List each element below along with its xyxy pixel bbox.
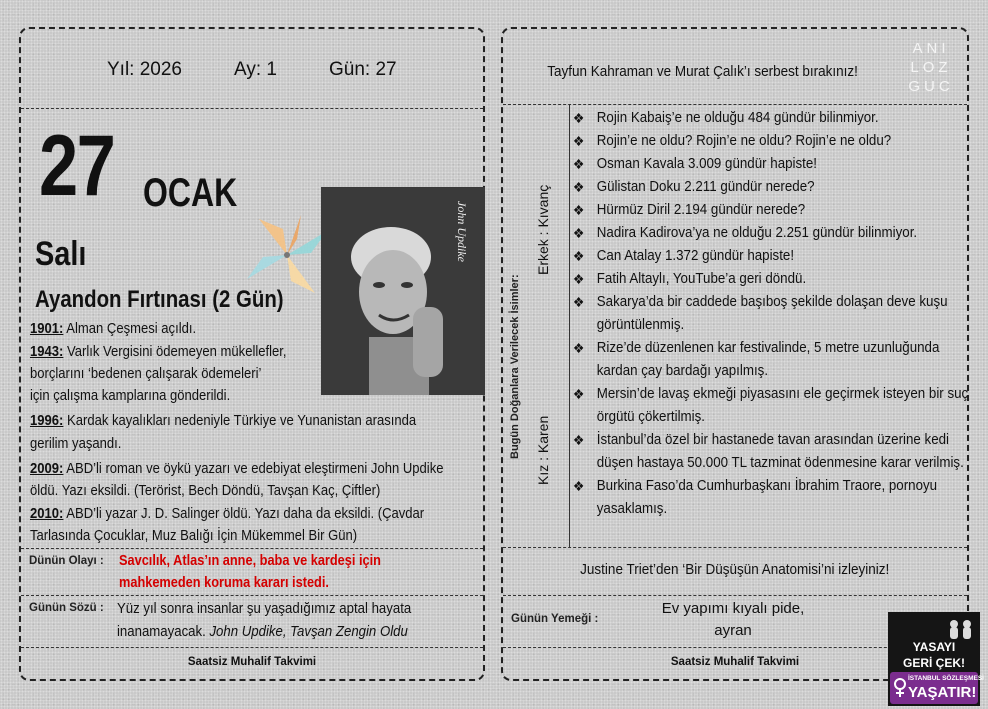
history-text: için çalışma kamplarına gönderildi. (30, 388, 231, 404)
year-label: Yıl: 2026 (107, 59, 182, 80)
quote-text: Yüz yıl sonra insanlar şu yaşadığımız aptal hayata (117, 600, 412, 617)
list-item: ❖ Hürmüz Diril 2.194 gündür nerede? (571, 199, 983, 222)
history-entry (30, 504, 424, 524)
author-photo (321, 187, 485, 395)
history-text: Tarlasında Çocuklar, Muz Balığı İçin Mükemmel Bir Gün) (30, 528, 358, 544)
event-text: mahkemeden koruma kararı istedi. (119, 575, 329, 591)
list-item: ❖ Can Atalay 1.372 gündür hapiste! (571, 245, 983, 268)
event-text: Savcılık, Atlas’ın anne, baba ve kardeşi için (119, 553, 381, 569)
quote-text: inanamayacak. John Updike, Tavşan Zengin Oldu (117, 623, 408, 640)
right-calendar-page (501, 27, 969, 681)
history-text: Alman Çeşmesi açıldı. (66, 321, 197, 337)
divider (503, 595, 967, 596)
weekday: Salı (35, 235, 87, 273)
logo-line: LOZ (910, 59, 952, 76)
day-label: Gün: 27 (329, 59, 397, 80)
history-entry (30, 342, 287, 362)
divider (21, 548, 483, 549)
history-year: 1996: (30, 413, 64, 429)
history-year: 2009: (30, 461, 64, 477)
list-item: ❖ Rojin Kabaiş’e ne olduğu 484 gündür bilinmiyor. (571, 107, 983, 130)
history-year: 1901: (30, 321, 64, 337)
footer-title: Saatsiz Muhalif Takvimi (187, 656, 317, 668)
quote-label: Günün Sözü : (29, 602, 104, 614)
movie-recommendation: Justine Triet’den ‘Bir Düşüşün Anatomisi’ni izleyiniz! (580, 561, 890, 578)
female-symbol-icon (893, 678, 907, 698)
list-item: ❖ Gülistan Doku 2.211 gündür nerede? (571, 176, 983, 199)
divider (503, 104, 967, 105)
left-calendar-page (19, 27, 485, 681)
divider (21, 647, 483, 648)
list-item: ❖ Burkina Faso’da Cumhurbaşkanı İbrahim Traore, pornoyu yasaklamış. (571, 475, 983, 521)
divider (21, 595, 483, 596)
list-item: ❖ Fatih Altaylı, YouTube’a geri döndü. (571, 268, 983, 291)
logo-line: ANI (912, 40, 950, 57)
list-item: ❖ İstanbul’da özel bir hastanede tavan arasından üzerine kedi düşen hastaya 50.000 TL tazminat ödenmesine karar verilmiş. (571, 429, 983, 475)
badge-line: YAŞATIR! (908, 684, 977, 701)
badge-line: YASAYI (912, 640, 956, 654)
food-line: ayran (714, 622, 752, 639)
list-item: ❖ Nadira Kadirova’ya ne olduğu 2.251 gündür bilinmiyor. (571, 222, 983, 245)
big-month-name: OCAK (143, 171, 238, 215)
male-name: Erkek : Kıvanç (535, 184, 551, 275)
quote-source: John Updike, Tavşan Zengin Oldu (209, 623, 408, 640)
history-year: 1943: (30, 344, 64, 360)
footer-title: Saatsiz Muhalif Takvimi (670, 656, 800, 668)
history-text: gerilim yaşandı. (30, 436, 122, 452)
history-entry (30, 319, 196, 339)
history-entry (30, 459, 443, 479)
photo-caption: John Updike (455, 201, 469, 262)
history-text: öldü. Yazı eksildi. (Terörist, Bech Döndü, Tavşan Kaç, Çiftler) (30, 483, 381, 499)
list-item: ❖ Osman Kavala 3.009 gündür hapiste! (571, 153, 983, 176)
cats-icon (946, 616, 976, 640)
food-line: Ev yapımı kıyalı pide, (661, 600, 805, 617)
event-label: Dünün Olayı : (29, 555, 104, 567)
names-column-divider (569, 104, 570, 547)
divider (21, 108, 483, 109)
list-item: ❖ Rize’de düzenlenen kar festivalinde, 5 metre uzunluğunda kardan çay bardağı yapılmış. (571, 337, 983, 383)
history-text: Varlık Vergisini ödemeyen mükellefler, (67, 344, 287, 360)
history-text: borçlarını ‘bedenen çalışarak ödemeleri’ (30, 366, 262, 382)
storm-name: Ayandon Fırtınası (2 Gün) (35, 286, 284, 313)
food-label: Günün Yemeği : (511, 613, 599, 625)
history-text: ABD’li yazar J. D. Salinger öldü. Yazı daha da eksildi. (Çavdar (66, 506, 425, 522)
badge-bottom (890, 672, 984, 704)
header-message: Tayfun Kahraman ve Murat Çalık’ı serbest bırakınız! (547, 63, 859, 80)
names-label: Bugün Doğanlara Verilecek İsimler: (509, 274, 521, 459)
news-list (571, 107, 969, 521)
history-entry (30, 411, 416, 431)
badge-line: GERİ ÇEK! (902, 656, 965, 670)
month-label: Ay: 1 (234, 59, 277, 80)
badge-line: İSTANBUL SÖZLEŞMESİ (908, 675, 984, 682)
logo-line: GUC (908, 78, 954, 95)
divider (503, 547, 967, 548)
list-item: ❖ Rojin’e ne oldu? Rojin’e ne oldu? Rojin’e ne oldu? (571, 130, 983, 153)
history-text: Kardak kayalıkları nedeniyle Türkiye ve Yunanistan arasında (67, 413, 417, 429)
history-text: ABD’li roman ve öykü yazarı ve edebiyat eleştirmeni John Updike (66, 461, 444, 477)
list-item: ❖ Sakarya’da bir caddede başıboş şekilde dolaşan deve kuşu görüntülenmiş. (571, 291, 983, 337)
history-year: 2010: (30, 506, 64, 522)
anti-logo (901, 39, 961, 96)
campaign-badge (888, 612, 984, 706)
female-name: Kız : Karen (535, 415, 551, 485)
food-text (633, 598, 833, 642)
list-item: ❖ Mersin’de lavaş ekmeği piyasasını ele geçirmek isteyen bir suç örgütü çökertilmiş. (571, 383, 983, 429)
big-day-number: 27 (39, 118, 115, 214)
